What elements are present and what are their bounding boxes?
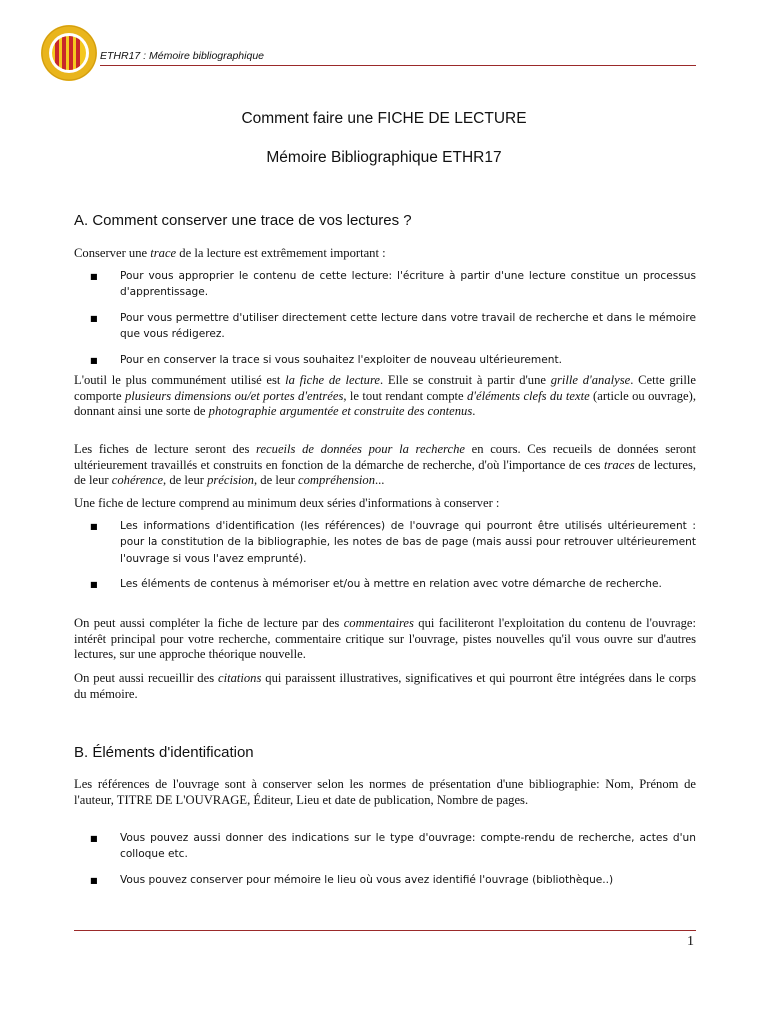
list-item-text: Pour vous permettre d'utiliser directement cette lecture dans votre travail de recherche et dans le mémoire que vous rédigerez. [120, 311, 696, 341]
section-a-body-2 [74, 442, 696, 489]
list-item-text: Pour vous approprier le contenu de cette lecture: l'écriture à partir d'une lecture constitue un processus d'apprentissage. [120, 270, 696, 299]
bullet-list [74, 830, 696, 888]
page-title: Comment faire une FICHE DE LECTURE [241, 110, 527, 127]
text-run: . Cette grille comporte [74, 373, 696, 403]
text-run: On peut aussi recueillir des [74, 671, 218, 685]
bullet-icon: ■ [90, 522, 98, 531]
emphasis-text: d'éléments clefs du texte [467, 388, 590, 403]
emphasis-text: traces [603, 457, 635, 472]
list-item-text: Les informations d'identification (les références) de l'ouvrage qui pourront être utilisés ultérieurement : pour la constitution de la bibliographie, les notes de bas de page (mais aussi pour retrouver ultérieurement l'ouvrage si vous l'avez emprunté). [120, 520, 696, 565]
paragraph [74, 777, 696, 808]
text-run: Les références de l'ouvrage sont à conserver selon les normes de présentation d'une bibliographie: Nom, Prénom de l'auteur, TITRE DE L'OUVRAGE, Éditeur, Lieu et date de publication, Nombre de pages. [74, 777, 696, 807]
section-a-body-3 [74, 496, 696, 512]
section-b-list [74, 830, 696, 888]
emphasis-text: trace [150, 246, 177, 260]
text-run: (article ou ouvrage), donnant ainsi une sorte de [74, 388, 696, 419]
list-item [74, 576, 696, 592]
bullet-icon: ■ [90, 580, 98, 590]
emphasis-text: précision [207, 473, 254, 488]
text-run: ... [375, 473, 385, 488]
section-a-list-2 [74, 518, 696, 593]
emphasis-text: recueils de données pour la recherche [256, 442, 465, 456]
section-a-intro [74, 246, 696, 262]
text-run: en cours. Ces recueils de données seront ultérieurement travaillés et construits en fonction de la démarche de recherche, d'où l'importance de ces [74, 442, 696, 472]
bullet-icon: ■ [90, 834, 98, 843]
list-item-text: Les éléments de contenus à mémoriser et/ou à mettre en relation avec votre démarche de recherche. [120, 578, 662, 591]
text-run: de lectures, de leur [74, 457, 696, 488]
text-run: . Elle se construit à partir d'une [380, 373, 551, 387]
section-b-body [74, 777, 696, 808]
text-run: . [472, 404, 476, 419]
section-a-heading: A. Comment conserver une trace de vos lectures ? [74, 212, 412, 229]
text-run: , de leur [253, 473, 299, 488]
text-run: Conserver une [74, 246, 151, 260]
section-a-body [74, 373, 696, 420]
section-b-heading: B. Éléments d'identification [74, 744, 254, 761]
bullet-list [74, 518, 696, 593]
list-item-text: Vous pouvez aussi donner des indications sur le type d'ouvrage: compte-rendu de recherche, actes d'un colloque etc. [120, 832, 696, 861]
text-run: Une fiche de lecture comprend au minimum deux séries d'informations à conserver : [74, 496, 500, 510]
course-title: ETHR17 : Mémoire bibliographique [100, 50, 264, 62]
university-seal-icon [40, 24, 98, 82]
header-divider [100, 65, 696, 66]
text-run: Les fiches de lecture seront des [74, 442, 257, 456]
paragraph [74, 671, 696, 702]
emphasis-text: commentaires [343, 616, 414, 630]
section-a-body-5 [74, 671, 696, 702]
bullet-icon: ■ [90, 875, 98, 885]
list-item-text: Pour en conserver la trace si vous souhaitez l'exploiter de nouveau ultérieurement. [120, 353, 563, 366]
list-item [74, 518, 696, 567]
text-run: , le tout rendant compte [343, 388, 467, 403]
list-item [74, 830, 696, 863]
bullet-icon: ■ [90, 272, 98, 281]
emphasis-text: plusieurs dimensions ou/et portes d'entrées [124, 388, 344, 403]
text-run: On peut aussi compléter la fiche de lecture par des [74, 616, 344, 630]
emphasis-text: grille d'analyse [550, 373, 631, 387]
text-run: qui paraissent illustratives, significatives et qui pourront être intégrées dans le corps du mémoire. [74, 671, 697, 701]
emphasis-text: citations [218, 671, 262, 685]
list-item [74, 310, 696, 343]
page-subtitle: Mémoire Bibliographique ETHR17 [266, 149, 502, 166]
emphasis-text: la fiche de lecture [285, 373, 380, 387]
paragraph [74, 246, 696, 262]
text-run: de la lecture est extrêmement important : [176, 246, 386, 260]
bullet-icon: ■ [90, 355, 98, 365]
paragraph [74, 373, 696, 420]
page-number: 1 [687, 934, 694, 949]
footer-divider [74, 930, 696, 931]
section-a-body-4 [74, 616, 696, 663]
text-run: L'outil le plus communément utilisé est [74, 373, 286, 387]
emphasis-text: photographie argumentée et construite des contenus [208, 404, 473, 419]
bullet-icon: ■ [90, 313, 98, 323]
emphasis-text: cohérence [111, 473, 164, 488]
paragraph [74, 442, 696, 489]
list-item-text: Vous pouvez conserver pour mémoire le lieu où vous avez identifié l'ouvrage (bibliothèque..) [120, 873, 614, 886]
text-run: qui faciliteront l'exploitation du contenu de l'ouvrage: intérêt principal pour votre recherche, commentaire critique sur l'ouvrage, pistes nouvelles qu'il vous ouvre sur d'autres lectures, sur une approche théorique nouvelle. [74, 616, 696, 662]
section-a-list-1 [74, 268, 696, 368]
bullet-list [74, 268, 696, 368]
list-item [74, 352, 696, 368]
paragraph [74, 616, 696, 663]
list-item [74, 872, 696, 888]
emphasis-text: compréhension [298, 473, 375, 488]
list-item [74, 268, 696, 301]
text-run: , de leur [163, 473, 208, 488]
paragraph [74, 496, 696, 512]
